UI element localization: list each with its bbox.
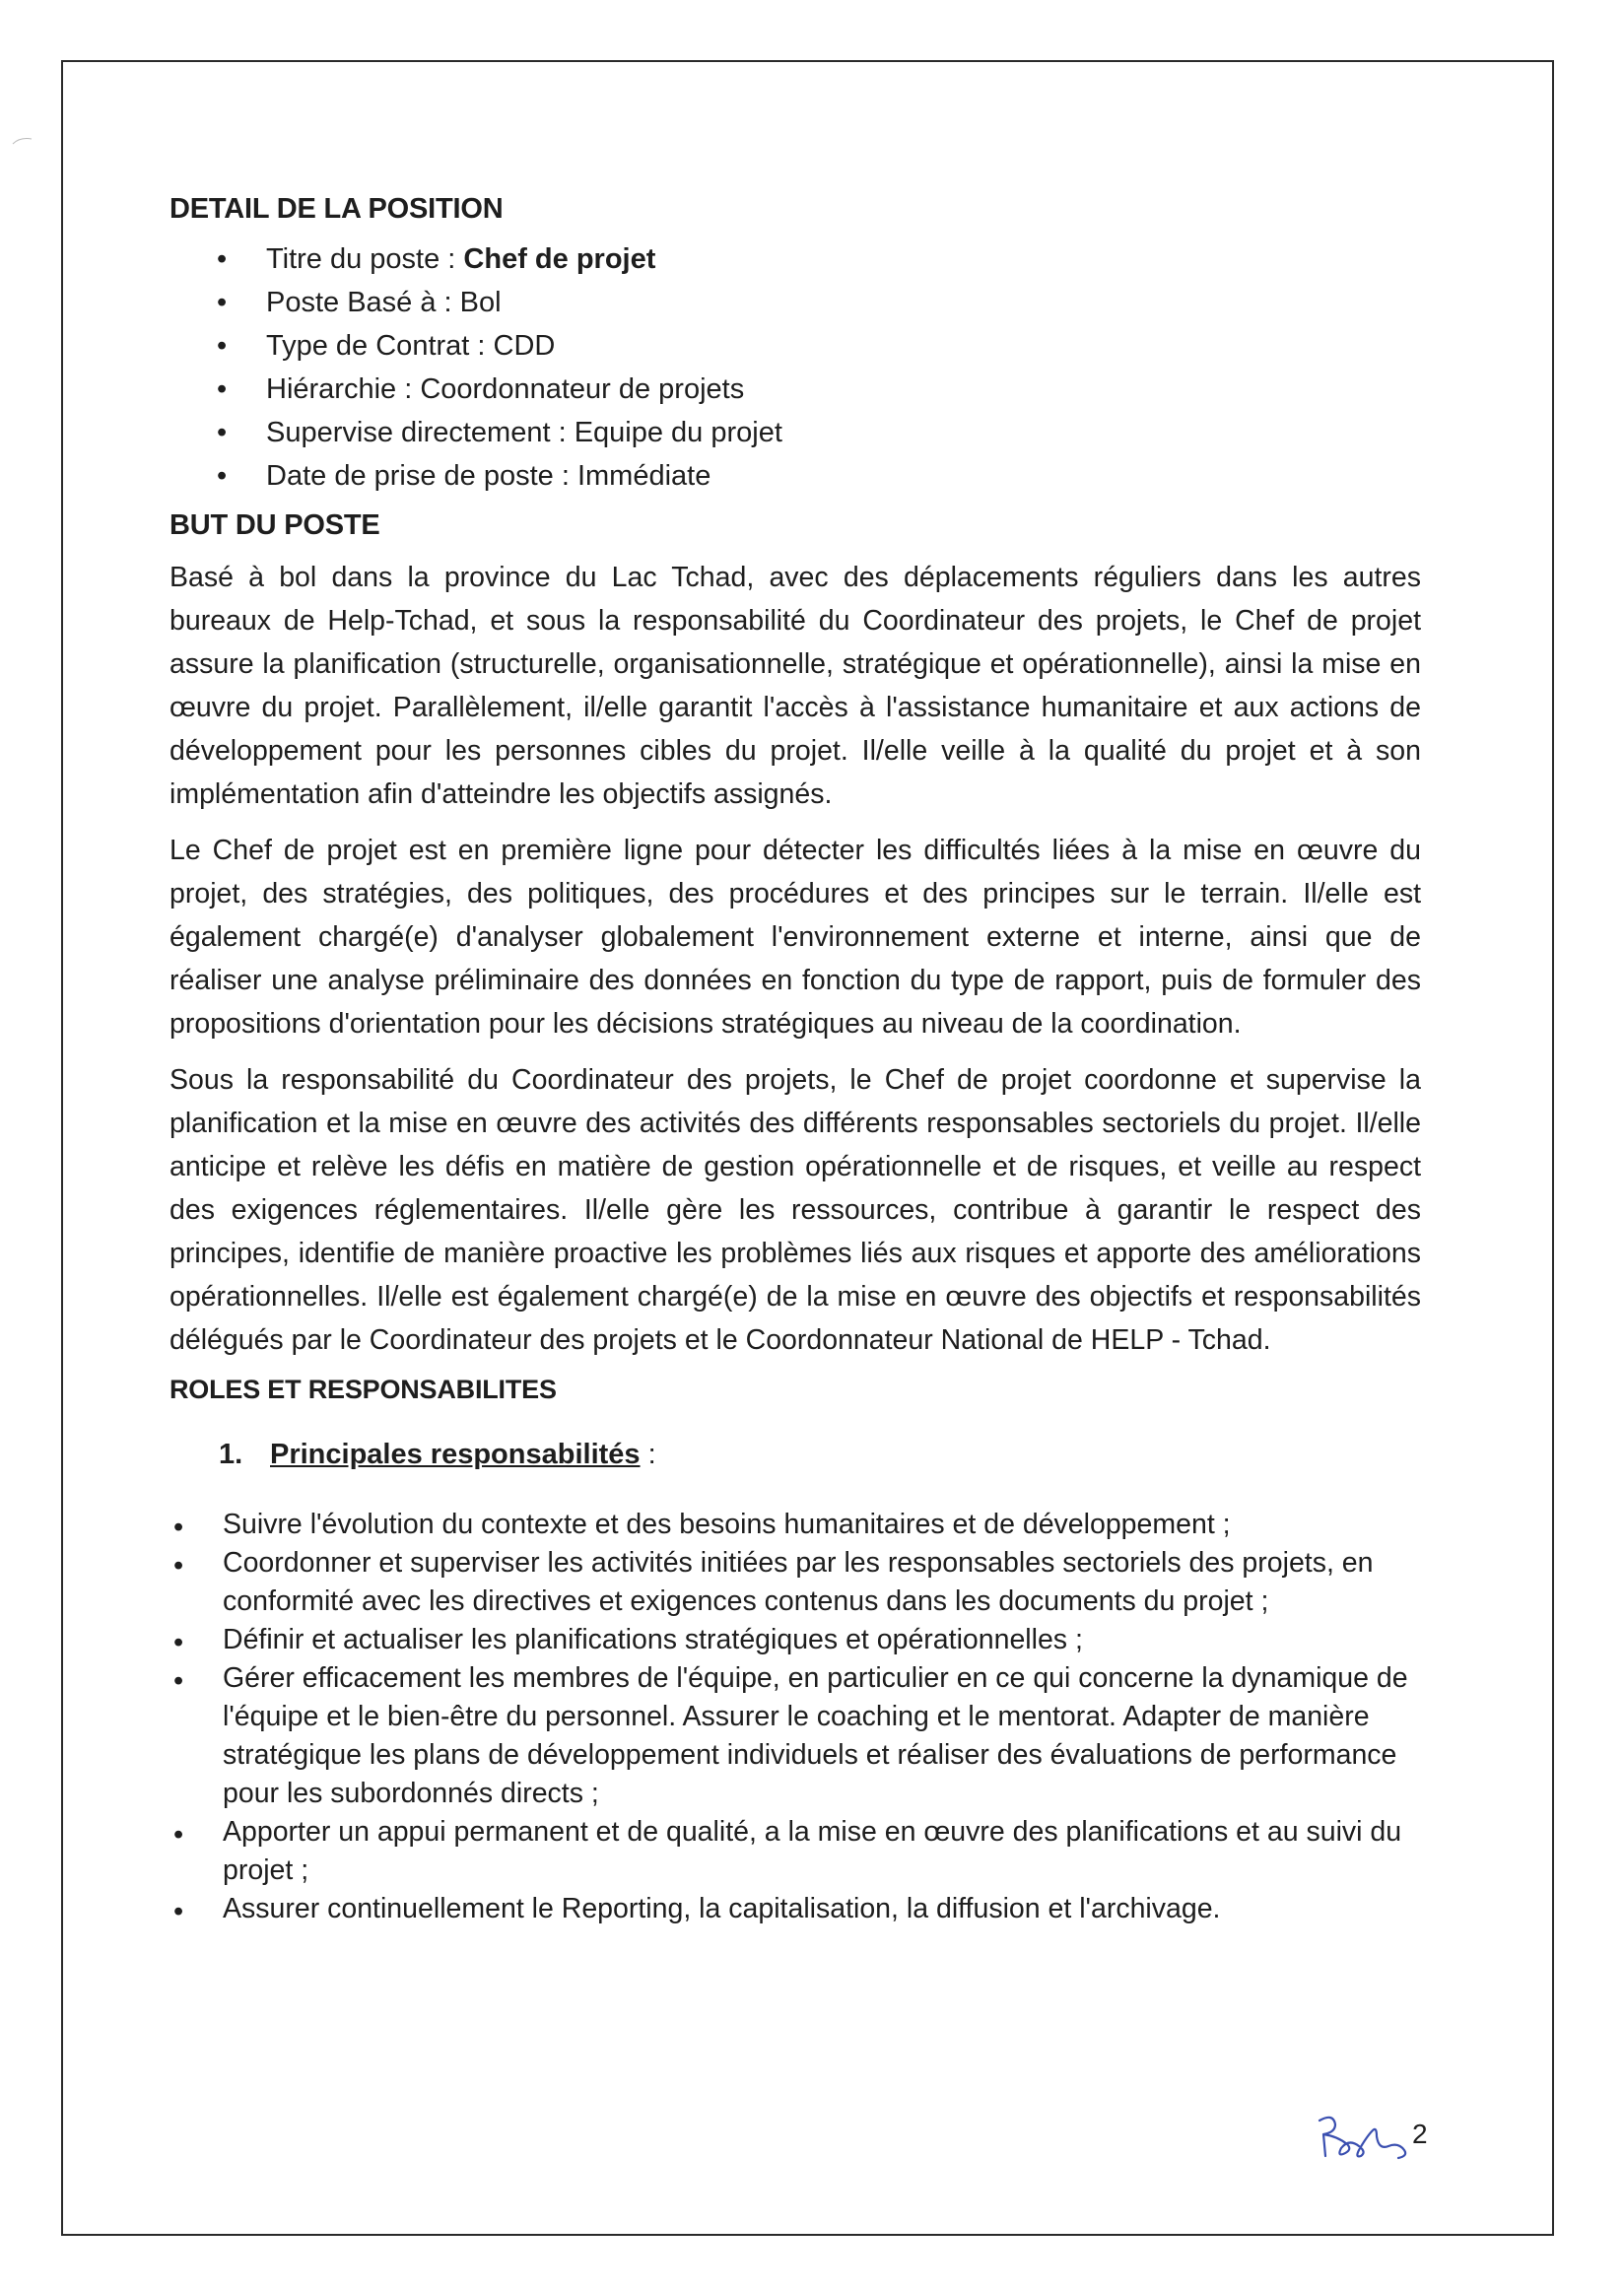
list-item: • Coordonner et superviser les activités initiées par les responsables sectoriels des projets, en conformité avec les directives et exigences contenus dans les documents du projet ; <box>160 1544 1431 1621</box>
signature-initials <box>1314 2107 1422 2166</box>
paragraph: Le Chef de projet est en première ligne pour détecter les difficultés liées à la mise en œuvre du projet, des stratégies, des politiques, des procédures et des principes sur le terrain. Il/elle est également chargé(e) d'analyser globalement l'environnement externe et interne, ainsi que de réaliser une analyse préliminaire des données en fonction du type de rapport, puis de formuler des propositions d'orientation pour les décisions stratégiques au niveau de la coordination. <box>169 835 1421 1040</box>
paragraph: Sous la responsabilité du Coordinateur des projets, le Chef de projet coordonne et supervise la planification et la mise en œuvre des activités des différents responsables sectoriels du projet. Il/elle anticipe et relève les défis en matière de gestion opérationnelle et de risques, et veille au respect des exigences réglementaires. Il/elle gère les ressources, contribue à garantir le respect des principes, identifie de manière proactive les problèmes liés aux risques et apporte des améliorations opérationnelles. Il/elle est également chargé(e) de la mise en œuvre des objectifs et responsabilités délégués par le Coordinateur des projets et le Coordonnateur National de HELP - Tchad. <box>169 1064 1421 1356</box>
detail-label: Titre du poste : <box>266 243 464 275</box>
subsection-title: Principales responsabilités <box>270 1439 641 1470</box>
list-item: • Gérer efficacement les membres de l'équipe, en particulier en ce qui concerne la dynamique de l'équipe et le bien-être du personnel. Assurer le coaching et le mentorat. Adapter de manière stratégique les plans de développement individuels et réaliser des évaluations de performance pour les subordonnés directs ; <box>160 1659 1431 1813</box>
subsection-colon: : <box>640 1439 656 1470</box>
list-item: • Définir et actualiser les planifications stratégiques et opérationnelles ; <box>160 1621 1431 1659</box>
list-item: • Supervise directement : Equipe du projet <box>169 411 1421 454</box>
page-number: 2 <box>1412 2119 1428 2149</box>
list-item: • Date de prise de poste : Immédiate <box>169 454 1421 498</box>
responsibilities-list <box>160 1506 1431 1928</box>
paragraph: Basé à bol dans la province du Lac Tchad, avec des déplacements réguliers dans les autres bureaux de Help-Tchad, et sous la responsabilité du Coordinateur des projets, le Chef de projet assure la planification (structurelle, organisationnelle, stratégique et opérationnelle), ainsi la mise en œuvre du projet. Parallèlement, il/elle garantit l'accès à l'assistance humanitaire et aux actions de développement pour les personnes cibles du projet. Il/elle veille à la qualité du projet et à son implémentation afin d'atteindre les objectifs assignés. <box>169 562 1421 810</box>
job-title: Chef de projet <box>463 243 656 275</box>
list-item: • Suivre l'évolution du contexte et des besoins humanitaires et de développement ; <box>160 1506 1431 1544</box>
subsection-number: 1. <box>219 1439 243 1470</box>
list-item: • Poste Basé à : Bol <box>169 281 1421 324</box>
list-item: • Assurer continuellement le Reporting, la capitalisation, la diffusion et l'archivage. <box>160 1890 1431 1928</box>
scan-mark <box>12 136 34 146</box>
list-item: • Type de Contrat : CDD <box>169 324 1421 368</box>
list-item: • Apporter un appui permanent et de qualité, a la mise en œuvre des planifications et au suivi du projet ; <box>160 1813 1431 1890</box>
position-details-list <box>169 237 1421 498</box>
list-item: • Hiérarchie : Coordonnateur de projets <box>169 368 1421 411</box>
roles-heading: ROLES ET RESPONSABILITES <box>169 1375 557 1404</box>
detail-heading: DETAIL DE LA POSITION <box>169 193 504 225</box>
document-body <box>169 193 1421 1928</box>
subsection-heading <box>219 1439 1421 1471</box>
list-item <box>169 237 1421 281</box>
but-heading: BUT DU POSTE <box>169 509 380 541</box>
